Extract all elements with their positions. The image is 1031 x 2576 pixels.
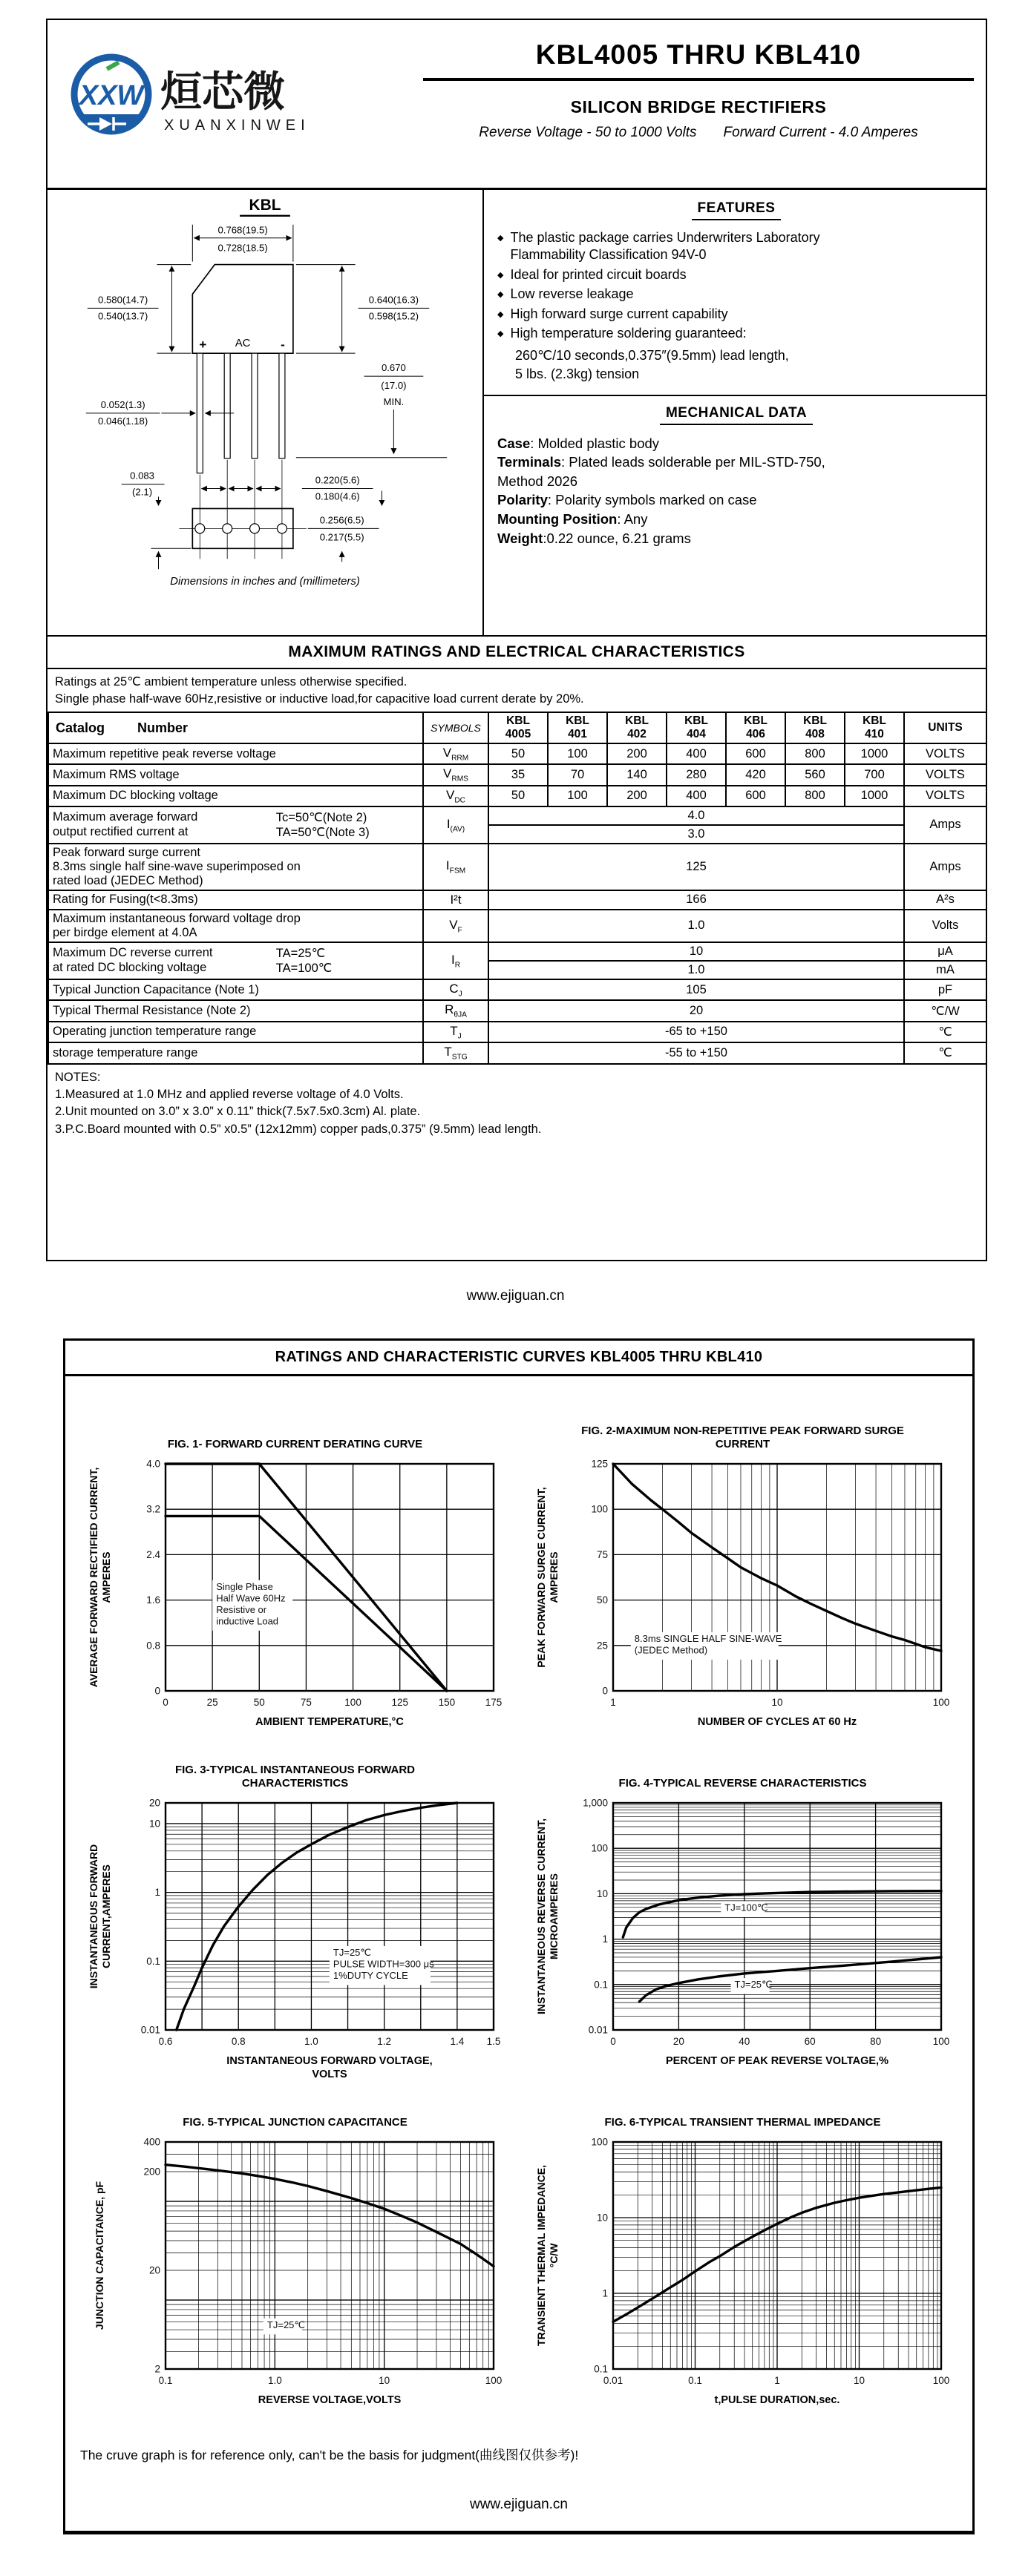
- row-units: VOLTS: [904, 786, 986, 806]
- row-value: 105: [488, 979, 904, 1000]
- y-tick-label: 0.01: [140, 2024, 160, 2036]
- x-tick-label: 1: [774, 2375, 780, 2386]
- reference-disclaimer: The cruve graph is for reference only, can't be the basis for judgment(曲线图仅供参考)!: [80, 2448, 579, 2462]
- tagline-reverse-voltage: Reverse Voltage - 50 to 1000 Volts: [479, 125, 697, 140]
- dim-top-lower: 0.728(18.5): [217, 242, 268, 254]
- x-tick-label: 100: [932, 2036, 950, 2047]
- plot-border: [166, 2142, 494, 2369]
- x-tick-label: 100: [485, 2375, 503, 2386]
- x-tick-label: 10: [771, 1697, 783, 1708]
- figure-5: [71, 2100, 519, 2432]
- y-tick-label: 4.0: [146, 1458, 160, 1470]
- row-value: 10: [488, 942, 904, 961]
- x-tick-label: 1: [610, 1697, 616, 1708]
- package-drawing-panel: [48, 190, 484, 635]
- x-tick-label: 0.6: [158, 2036, 173, 2047]
- row-units: VOLTS: [904, 764, 986, 785]
- row-value: 1.0: [488, 961, 904, 979]
- y-tick-label: 20: [148, 2264, 160, 2276]
- row-label: Maximum DC blocking voltage: [48, 786, 423, 806]
- row-units: mA: [904, 961, 986, 979]
- figure-2-title: FIG. 2-MAXIMUM NON-REPETITIVE PEAK FORWARD SURGE CURRENT: [581, 1424, 904, 1451]
- y-tick-label: 1: [154, 1887, 160, 1899]
- figure-4-title: FIG. 4-TYPICAL REVERSE CHARACTERISTICS: [618, 1777, 867, 1790]
- feature-line: Flammability Classification 94V-0: [510, 247, 707, 263]
- annotation-line: PULSE WIDTH=300 μs: [333, 1958, 434, 1970]
- x-axis-label: VOLTS: [312, 2069, 347, 2080]
- x-tick-label: 50: [253, 1697, 265, 1708]
- data-curve: [166, 2165, 494, 2267]
- ratings-intro-line-2: Single phase half-wave 60Hz,resistive or inductive load,for capacitive load current derate by 20%.: [55, 692, 584, 706]
- x-tick-label: 25: [206, 1697, 218, 1708]
- row-label: Maximum DC reverse current TA=25℃ at rated DC blocking voltage TA=100℃: [48, 942, 423, 979]
- dim-pitch-lower: 0.180(4.6): [315, 490, 360, 502]
- dim-offset-lower: (2.1): [132, 486, 153, 498]
- table-row: [48, 942, 986, 961]
- brand-name-cn: 烜芯微: [160, 68, 285, 115]
- y-tick-label: 3.2: [146, 1503, 160, 1515]
- notes-heading: NOTES:: [55, 1070, 101, 1084]
- datasheet-page-2: [63, 1338, 975, 2534]
- feature-line: Ideal for printed circuit boards: [510, 266, 687, 282]
- x-tick-label: 1.2: [377, 2036, 392, 2047]
- row-value: 166: [488, 890, 904, 910]
- drawing-caption: Dimensions in inches and (millimeters): [170, 575, 360, 588]
- y-tick-label: 1: [602, 2287, 608, 2299]
- row-symbol: $I_{(AV)}$: [423, 806, 488, 844]
- figure-6-chart: [526, 2132, 960, 2432]
- row-label: Typical Thermal Resistance (Note 2): [48, 1000, 423, 1021]
- upper-columns: [48, 188, 986, 635]
- website-url-bottom: www.ejiguan.cn: [469, 2497, 569, 2512]
- row-value: 140: [607, 764, 667, 785]
- figure-3-title: FIG. 3-TYPICAL INSTANTANEOUS FORWARD CHARACTERISTICS: [174, 1763, 416, 1790]
- row-value: 35: [488, 764, 548, 785]
- x-tick-label: 125: [391, 1697, 408, 1708]
- row-value: 50: [488, 786, 548, 806]
- feature-line: Low reverse leakage: [510, 286, 634, 302]
- col-model-1: KBL 401: [548, 712, 607, 743]
- plot-border: [613, 1803, 941, 2030]
- row-value: 400: [667, 743, 726, 764]
- feature-item: [497, 266, 975, 283]
- row-value: 560: [785, 764, 845, 785]
- x-tick-label: 10: [379, 2375, 390, 2386]
- y-axis-label: AVERAGE FORWARD RECTIFIED CURRENT,: [88, 1467, 99, 1688]
- y-tick-label: 1.6: [146, 1594, 160, 1606]
- tagline-forward-current: Forward Current - 4.0 Amperes: [723, 125, 918, 140]
- x-tick-label: 0: [163, 1697, 168, 1708]
- figure-5-title: FIG. 5-TYPICAL JUNCTION CAPACITANCE: [183, 2116, 408, 2129]
- row-value: 3.0: [488, 825, 904, 844]
- diamond-bullet-icon: ◆: [497, 270, 504, 280]
- figure-1-title: FIG. 1- FORWARD CURRENT DERATING CURVE: [167, 1438, 423, 1451]
- feature-line: The plastic package carries Underwriters Laboratory: [510, 230, 820, 245]
- row-units: μA: [904, 942, 986, 961]
- annotation-line: 8.3ms SINGLE HALF SINE-WAVE: [634, 1632, 782, 1644]
- col-model-2: KBL 402: [607, 712, 667, 743]
- note-3: 3.P.C.Board mounted with 0.5” x0.5” (12x12mm) copper pads,0.375” (9.5mm) lead length.: [55, 1122, 542, 1136]
- row-value: 400: [667, 786, 726, 806]
- row-label: storage temperature range: [48, 1042, 423, 1063]
- col-model-5: KBL 408: [785, 712, 845, 743]
- table-row: [48, 786, 986, 806]
- figure-4-chart: [526, 1793, 960, 2093]
- col-model-6: KBL 410: [845, 712, 904, 743]
- y-axis-label: TRANSIENT THERMAL IMPEDANCE,: [535, 2165, 547, 2346]
- row-value: 600: [726, 743, 785, 764]
- row-value: -65 to +150: [488, 1022, 904, 1042]
- annotation-line: TJ=25℃: [333, 1946, 372, 1958]
- curves-section-heading: RATINGS AND CHARACTERISTIC CURVES KBL4005 THRU KBL410: [65, 1341, 972, 1376]
- x-axis-label: PERCENT OF PEAK REVERSE VOLTAGE,%: [666, 2055, 888, 2067]
- page-title: KBL4005 THRU KBL410: [423, 39, 974, 81]
- row-value: 420: [726, 764, 785, 785]
- y-axis-label: INSTANTANEOUS FORWARD: [88, 1844, 99, 1989]
- x-tick-label: 0.8: [231, 2036, 246, 2047]
- mechanical-line: Polarity: Polarity symbols marked on case: [497, 492, 757, 508]
- y-tick-label: 25: [596, 1640, 608, 1652]
- dim-hole-upper: 0.256(6.5): [319, 514, 364, 526]
- polarity-minus: -: [281, 338, 285, 352]
- row-label: Maximum repetitive peak reverse voltage: [48, 743, 423, 764]
- row-units: A²s: [904, 890, 986, 910]
- x-tick-label: 1.4: [450, 2036, 465, 2047]
- features-list: [497, 229, 975, 342]
- brand-name-en: XUANXINWEI: [164, 117, 310, 134]
- col-model-0: KBL 4005: [488, 712, 548, 743]
- annotation-line: TJ=25℃: [266, 2319, 306, 2330]
- y-axis-label: PEAK FORWARD SURGE CURRENT,: [535, 1487, 547, 1668]
- row-value: 50: [488, 743, 548, 764]
- figure-grid: [65, 1376, 972, 2432]
- annotation-line: Single Phase: [216, 1580, 273, 1592]
- table-row: [48, 1042, 986, 1063]
- x-tick-label: 1.0: [304, 2036, 318, 2047]
- y-tick-label: 1: [602, 1933, 608, 1945]
- table-row: [48, 910, 986, 942]
- y-tick-label: 100: [591, 2136, 608, 2148]
- row-value: 1000: [845, 786, 904, 806]
- col-model-4: KBL 406: [726, 712, 785, 743]
- table-row: [48, 979, 986, 1000]
- y-tick-label: 10: [596, 2212, 608, 2224]
- y-tick-label: 2.4: [146, 1548, 160, 1560]
- row-symbol: $T_{STG}$: [423, 1042, 488, 1063]
- ratings-intro-line-1: Ratings at 25℃ ambient temperature unless otherwise specified.: [55, 675, 408, 689]
- y-tick-label: 0: [154, 1685, 160, 1697]
- row-symbol: $R_{\theta JA}$: [423, 1000, 488, 1021]
- y-tick-label: 0.1: [146, 1955, 160, 1967]
- logo-monogram: XXW: [79, 80, 144, 111]
- figure-3-chart: [78, 1793, 512, 2093]
- col-units: UNITS: [904, 712, 986, 743]
- annotation-line: Resistive or: [216, 1603, 267, 1615]
- row-value: 700: [845, 764, 904, 785]
- table-row: [48, 1022, 986, 1042]
- x-tick-label: 10: [853, 2375, 865, 2386]
- row-value: 100: [548, 786, 607, 806]
- x-axis-label: AMBIENT TEMPERATURE,°C: [255, 1716, 404, 1728]
- y-tick-label: 0.1: [594, 1979, 608, 1991]
- feature-extra-line: 5 lbs. (2.3kg) tension: [515, 366, 640, 381]
- feature-extra-line: 260℃/10 seconds,0.375″(9.5mm) lead length,: [515, 348, 789, 364]
- mechanical-line: Case: Molded plastic body: [497, 435, 660, 451]
- ratings-intro: [48, 669, 986, 712]
- y-tick-label: 50: [596, 1594, 608, 1606]
- y-tick-label: 0.01: [588, 2024, 608, 2036]
- logo-graphic: [62, 41, 389, 154]
- feature-item: [497, 229, 975, 264]
- row-label: Operating junction temperature range: [48, 1022, 423, 1042]
- x-tick-label: 1.0: [267, 2375, 282, 2386]
- table-header-row: [48, 712, 986, 743]
- dim-right-lower: 0.598(15.2): [368, 310, 419, 322]
- annotation-line: TJ=100℃: [724, 1902, 768, 1913]
- datasheet-page-1: [46, 19, 987, 1261]
- row-value: 1.0: [488, 910, 904, 942]
- x-tick-label: 0: [610, 2036, 616, 2047]
- plot-border: [166, 1464, 494, 1691]
- row-units: ℃: [904, 1042, 986, 1063]
- row-value: 1000: [845, 743, 904, 764]
- row-value: 800: [785, 743, 845, 764]
- figure-6-title: FIG. 6-TYPICAL TRANSIENT THERMAL IMPEDANCE: [604, 2116, 881, 2129]
- table-row: [48, 764, 986, 785]
- y-axis-label: °C/W: [548, 2243, 560, 2268]
- x-tick-label: 80: [870, 2036, 882, 2047]
- x-tick-label: 0.01: [603, 2375, 623, 2386]
- y-tick-label: 125: [591, 1458, 608, 1470]
- mechanical-data-section: [484, 395, 986, 548]
- features-heading: FEATURES: [497, 200, 975, 220]
- row-label: Peak forward surge current 8.3ms single half sine-wave superimposed on rated load (JEDEC Method): [48, 844, 423, 890]
- x-tick-label: 100: [932, 2375, 950, 2386]
- row-value: 20: [488, 1000, 904, 1021]
- row-units: VOLTS: [904, 743, 986, 764]
- table-row: [48, 844, 986, 890]
- x-tick-label: 20: [672, 2036, 684, 2047]
- mechanical-lines: [497, 434, 975, 548]
- x-tick-label: 75: [300, 1697, 312, 1708]
- row-value: 4.0: [488, 806, 904, 825]
- feature-line: High temperature soldering guaranteed:: [510, 325, 747, 341]
- notes-section: [48, 1065, 986, 1143]
- figure-6: [519, 2100, 966, 2432]
- annotation-line: TJ=25℃: [734, 1979, 773, 1991]
- dim-offset-upper: 0.083: [130, 470, 155, 482]
- mechanical-heading: MECHANICAL DATA: [497, 405, 975, 425]
- table-row: [48, 806, 986, 825]
- row-value: 70: [548, 764, 607, 785]
- row-symbol: $V_F$: [423, 910, 488, 942]
- y-axis-label: MICROAMPERES: [548, 1873, 560, 1959]
- dim-top-upper: 0.768(19.5): [217, 224, 268, 236]
- x-axis-label: INSTANTANEOUS FORWARD VOLTAGE,: [226, 2055, 433, 2067]
- annotation-line: Half Wave 60Hz: [216, 1592, 286, 1604]
- package-drawing: [48, 190, 482, 594]
- figure-2-chart: [526, 1453, 960, 1754]
- dim-right-upper: 0.640(16.3): [368, 294, 419, 306]
- dim-leadlen-1: 0.670: [381, 362, 406, 374]
- dim-hole-lower: 0.217(5.5): [319, 531, 364, 543]
- y-tick-label: 0.1: [594, 2363, 608, 2375]
- row-label: Rating for Fusing(t<8.3ms): [48, 890, 423, 910]
- ratings-table: [48, 712, 987, 1064]
- y-tick-label: 2: [154, 2363, 160, 2375]
- annotation-line: (JEDEC Method): [634, 1644, 708, 1656]
- x-tick-label: 100: [344, 1697, 361, 1708]
- figure-1: [71, 1422, 519, 1754]
- table-row: [48, 743, 986, 764]
- row-label: Maximum RMS voltage: [48, 764, 423, 785]
- diamond-bullet-icon: ◆: [497, 234, 504, 243]
- y-tick-label: 100: [591, 1503, 608, 1515]
- mechanical-line: Mounting Position: Any: [497, 511, 648, 527]
- mechanical-line: Weight:0.22 ounce, 6.21 grams: [497, 530, 691, 546]
- col-catalog-number: Catalog Number: [48, 712, 423, 743]
- x-tick-label: 175: [485, 1697, 503, 1708]
- y-tick-label: 20: [148, 1797, 160, 1809]
- row-value: 200: [607, 743, 667, 764]
- x-tick-label: 1.5: [486, 2036, 501, 2047]
- row-units: pF: [904, 979, 986, 1000]
- y-tick-label: 400: [143, 2136, 160, 2148]
- row-value: -55 to +150: [488, 1042, 904, 1063]
- row-symbol: $V_{RMS}$: [423, 764, 488, 785]
- y-tick-label: 200: [143, 2166, 160, 2178]
- row-units: ℃: [904, 1022, 986, 1042]
- ratings-section-heading: MAXIMUM RATINGS AND ELECTRICAL CHARACTERISTICS: [48, 635, 986, 669]
- row-units: ℃/W: [904, 1000, 986, 1021]
- row-symbol: $I_R$: [423, 942, 488, 979]
- table-row: [48, 1000, 986, 1021]
- y-tick-label: 0: [602, 1685, 608, 1697]
- y-axis-label: CURRENT,AMPERES: [100, 1864, 112, 1969]
- x-tick-label: 150: [438, 1697, 456, 1708]
- y-tick-label: 100: [591, 1842, 608, 1854]
- mechanical-line: Terminals: Plated leads solderable per MIL-STD-750,: [497, 454, 825, 470]
- x-tick-label: 0.1: [688, 2375, 702, 2386]
- x-axis-label: NUMBER OF CYCLES AT 60 Hz: [697, 1716, 857, 1728]
- website-url: www.ejiguan.cn: [466, 1288, 565, 1304]
- feature-item: [497, 306, 975, 323]
- dim-pitch-upper: 0.220(5.6): [315, 474, 360, 486]
- row-units: Volts: [904, 910, 986, 942]
- row-value: 600: [726, 786, 785, 806]
- tagline: [419, 125, 978, 141]
- features-extra-lines: [515, 346, 975, 383]
- row-value: 100: [548, 743, 607, 764]
- dim-leadlen-2: (17.0): [381, 380, 407, 392]
- annotation-line: 1%DUTY CYCLE: [333, 1969, 408, 1981]
- diamond-bullet-icon: ◆: [497, 309, 504, 319]
- header: [48, 20, 986, 188]
- y-axis-label: JUNCTION CAPACITANCE, pF: [94, 2181, 105, 2330]
- y-tick-label: 10: [596, 1887, 608, 1899]
- x-tick-label: 60: [804, 2036, 816, 2047]
- plot-border: [166, 1803, 494, 2030]
- y-axis-label: INSTANTANEOUS REVERSE CURRENT,: [535, 1818, 547, 2014]
- dim-leadw-lower: 0.046(1.18): [98, 415, 148, 427]
- row-units: Amps: [904, 806, 986, 844]
- y-axis-label: AMPERES: [100, 1551, 112, 1603]
- x-tick-label: 100: [932, 1697, 950, 1708]
- diamond-bullet-icon: ◆: [497, 290, 504, 300]
- x-tick-label: 40: [739, 2036, 750, 2047]
- y-tick-label: 1,000: [583, 1797, 608, 1809]
- package-name: KBL: [249, 196, 281, 214]
- y-tick-label: 0.8: [146, 1640, 160, 1652]
- row-value: 125: [488, 844, 904, 890]
- dim-left-upper: 0.580(14.7): [98, 294, 148, 306]
- row-symbol: I²t: [423, 890, 488, 910]
- data-curve: [177, 1803, 457, 2030]
- row-label: Maximum average forward Tc=50℃(Note 2) output rectified current at TA=50℃(Note 3): [48, 806, 423, 844]
- y-tick-label: 75: [596, 1548, 608, 1560]
- dim-left-lower: 0.540(13.7): [98, 310, 148, 322]
- title-block: [419, 20, 986, 188]
- row-symbol: $V_{DC}$: [423, 786, 488, 806]
- feature-item: [497, 325, 975, 342]
- feature-item: [497, 286, 975, 303]
- mechanical-line: Method 2026: [497, 473, 578, 489]
- figure-4: [519, 1761, 966, 2093]
- note-2: 2.Unit mounted on 3.0” x 3.0” x 0.11” thick(7.5x7.5x0.3cm) Al. plate.: [55, 1105, 421, 1119]
- row-units: Amps: [904, 844, 986, 890]
- x-tick-label: 0.1: [158, 2375, 173, 2386]
- figure-5-chart: [78, 2132, 512, 2432]
- x-axis-label: t,PULSE DURATION,sec.: [714, 2394, 840, 2406]
- row-symbol: $C_J$: [423, 979, 488, 1000]
- row-symbol: $T_J$: [423, 1022, 488, 1042]
- row-value: 280: [667, 764, 726, 785]
- data-curve: [639, 1957, 941, 2002]
- y-axis-label: AMPERES: [548, 1551, 560, 1603]
- subtitle: SILICON BRIDGE RECTIFIERS: [570, 97, 827, 116]
- annotation-line: inductive Load: [216, 1615, 279, 1627]
- y-tick-label: 10: [148, 1818, 160, 1830]
- features-mechanical-panel: [484, 190, 986, 635]
- note-1: 1.Measured at 1.0 MHz and applied reverse voltage of 4.0 Volts.: [55, 1087, 404, 1101]
- col-model-3: KBL 404: [667, 712, 726, 743]
- figure-2: [519, 1422, 966, 1754]
- figure-3: [71, 1761, 519, 2093]
- row-label: Typical Junction Capacitance (Note 1): [48, 979, 423, 1000]
- row-label: Maximum instantaneous forward voltage drop per birdge element at 4.0A: [48, 910, 423, 942]
- dim-leadw-upper: 0.052(1.3): [100, 398, 145, 410]
- polarity-ac: AC: [235, 337, 251, 350]
- x-axis-label: REVERSE VOLTAGE,VOLTS: [258, 2394, 402, 2406]
- row-symbol: $I_{FSM}$: [423, 844, 488, 890]
- diamond-bullet-icon: ◆: [497, 329, 504, 338]
- col-symbols: SYMBOLS: [423, 712, 488, 743]
- row-value: 800: [785, 786, 845, 806]
- dim-leadlen-3: MIN.: [383, 395, 405, 407]
- table-row: [48, 890, 986, 910]
- row-symbol: $V_{RRM}$: [423, 743, 488, 764]
- brand-logo: [48, 20, 419, 188]
- row-value: 200: [607, 786, 667, 806]
- polarity-plus: +: [199, 338, 207, 352]
- feature-line: High forward surge current capability: [510, 306, 728, 321]
- figure-1-chart: [78, 1453, 512, 1754]
